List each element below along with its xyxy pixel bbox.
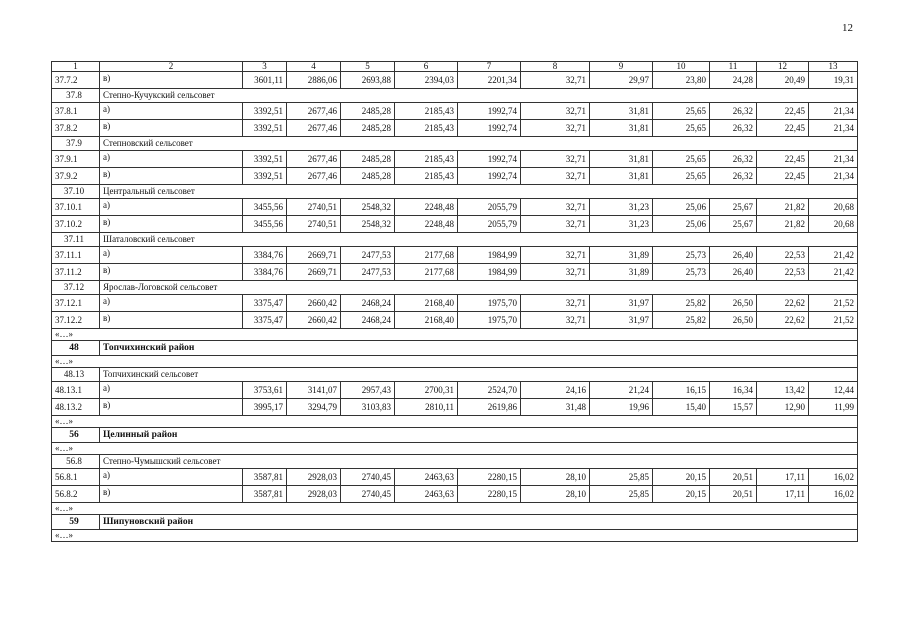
row-label: в) [100,216,243,233]
row-label: в) [100,486,243,503]
row-value: 3384,76 [243,247,287,264]
row-value: 31,81 [590,168,653,185]
row-value: 2660,42 [287,312,341,329]
row-value: 16,15 [653,382,710,399]
ellipsis-row [52,329,858,341]
row-value: 3392,51 [243,151,287,168]
table-row [52,312,858,329]
row-value: 2185,43 [395,103,458,120]
row-value: 17,11 [757,469,809,486]
row-value: 25,65 [653,120,710,137]
row-value: 31,48 [521,399,590,416]
column-header-6: 6 [395,62,458,72]
row-code: 37.12.1 [52,295,100,312]
row-value: 25,85 [590,486,653,503]
row-label: а) [100,151,243,168]
row-value: 1975,70 [458,295,521,312]
ellipsis-text: «…» [52,356,858,368]
row-value: 2248,48 [395,216,458,233]
table-row [52,103,858,120]
row-label: в) [100,312,243,329]
row-value: 1992,74 [458,103,521,120]
row-value: 2177,68 [395,264,458,281]
row-value: 3587,81 [243,469,287,486]
row-value: 2185,43 [395,120,458,137]
row-label: а) [100,382,243,399]
row-value: 21,34 [809,151,858,168]
row-value: 20,68 [809,216,858,233]
row-value: 2394,03 [395,72,458,89]
row-value: 21,52 [809,295,858,312]
row-value: 2485,28 [341,151,395,168]
row-value: 32,71 [521,72,590,89]
row-code: 48.13 [52,368,100,382]
row-value: 2740,45 [341,469,395,486]
row-value: 2485,28 [341,168,395,185]
table-row [52,382,858,399]
table-row [52,295,858,312]
row-value: 2524,70 [458,382,521,399]
row-value: 32,71 [521,247,590,264]
row-value: 2660,42 [287,295,341,312]
row-label: а) [100,295,243,312]
row-value: 25,82 [653,295,710,312]
row-value: 2468,24 [341,295,395,312]
column-header-3: 3 [243,62,287,72]
row-value: 25,06 [653,216,710,233]
row-code: 37.9.1 [52,151,100,168]
row-value: 2248,48 [395,199,458,216]
settlement-name: Шаталовский сельсовет [100,233,858,247]
row-value: 19,96 [590,399,653,416]
row-value: 16,34 [710,382,757,399]
ellipsis-row [52,443,858,455]
district-row [52,515,858,530]
row-code: 37.9.2 [52,168,100,185]
ellipsis-text: «…» [52,329,858,341]
row-value: 2280,15 [458,486,521,503]
settlement-row [52,185,858,199]
table-row [52,264,858,281]
row-code: 37.12.2 [52,312,100,329]
table-row [52,199,858,216]
row-value: 3103,83 [341,399,395,416]
row-value: 3384,76 [243,264,287,281]
row-code: 37.7.2 [52,72,100,89]
row-value: 11,99 [809,399,858,416]
row-value: 24,16 [521,382,590,399]
settlement-row [52,89,858,103]
row-value: 28,10 [521,486,590,503]
settlement-row [52,233,858,247]
row-value: 2548,32 [341,216,395,233]
row-value: 1984,99 [458,247,521,264]
settlement-row [52,281,858,295]
row-value: 31,97 [590,295,653,312]
table-row [52,399,858,416]
row-value: 1984,99 [458,264,521,281]
row-value: 12,44 [809,382,858,399]
row-label: а) [100,247,243,264]
row-value: 2055,79 [458,199,521,216]
row-value: 2055,79 [458,216,521,233]
row-label: в) [100,264,243,281]
row-label: в) [100,399,243,416]
row-value: 2619,86 [458,399,521,416]
row-code: 59 [52,515,100,530]
row-value: 2185,43 [395,168,458,185]
row-value: 21,42 [809,264,858,281]
row-value: 3375,47 [243,295,287,312]
column-header-13: 13 [809,62,858,72]
column-header-4: 4 [287,62,341,72]
row-value: 21,82 [757,199,809,216]
ellipsis-text: «…» [52,416,858,428]
settlement-name: Степновский сельсовет [100,137,858,151]
row-value: 31,89 [590,264,653,281]
row-value: 16,02 [809,486,858,503]
row-value: 25,73 [653,264,710,281]
row-label: в) [100,120,243,137]
column-header-8: 8 [521,62,590,72]
row-value: 2957,43 [341,382,395,399]
row-value: 1992,74 [458,168,521,185]
row-label: в) [100,72,243,89]
row-value: 2669,71 [287,247,341,264]
row-code: 56 [52,428,100,443]
row-value: 32,71 [521,168,590,185]
row-value: 2677,46 [287,168,341,185]
row-label: а) [100,469,243,486]
settlement-name: Степно-Чумышский сельсовет [100,455,858,469]
row-value: 3601,11 [243,72,287,89]
row-value: 21,24 [590,382,653,399]
settlement-name: Ярослав-Логовской сельсовет [100,281,858,295]
row-value: 32,71 [521,216,590,233]
ellipsis-row [52,356,858,368]
row-value: 21,42 [809,247,858,264]
row-value: 26,32 [710,103,757,120]
row-value: 16,02 [809,469,858,486]
row-value: 25,65 [653,168,710,185]
row-value: 25,06 [653,199,710,216]
row-value: 2477,53 [341,264,395,281]
row-value: 19,31 [809,72,858,89]
row-value: 24,28 [710,72,757,89]
row-value: 2168,40 [395,312,458,329]
row-value: 1992,74 [458,151,521,168]
row-value: 20,51 [710,486,757,503]
row-value: 2928,03 [287,486,341,503]
row-value: 2677,46 [287,151,341,168]
row-value: 21,34 [809,168,858,185]
row-value: 25,65 [653,151,710,168]
row-value: 20,15 [653,469,710,486]
row-value: 15,57 [710,399,757,416]
row-value: 26,32 [710,168,757,185]
table-row [52,216,858,233]
row-value: 2740,51 [287,199,341,216]
row-value: 20,68 [809,199,858,216]
row-value: 22,45 [757,103,809,120]
column-header-12: 12 [757,62,809,72]
row-code: 37.11 [52,233,100,247]
row-value: 25,82 [653,312,710,329]
row-code: 37.10.2 [52,216,100,233]
row-value: 21,52 [809,312,858,329]
row-value: 32,71 [521,120,590,137]
row-value: 31,97 [590,312,653,329]
row-code: 48 [52,341,100,356]
row-value: 23,80 [653,72,710,89]
row-code: 48.13.2 [52,399,100,416]
row-value: 31,23 [590,216,653,233]
row-value: 22,53 [757,264,809,281]
row-value: 26,50 [710,295,757,312]
row-value: 2677,46 [287,120,341,137]
row-value: 26,40 [710,247,757,264]
row-value: 32,71 [521,295,590,312]
row-code: 37.8.2 [52,120,100,137]
row-value: 3455,56 [243,216,287,233]
row-value: 22,62 [757,295,809,312]
row-value: 25,85 [590,469,653,486]
column-header-9: 9 [590,62,653,72]
row-value: 3995,17 [243,399,287,416]
ellipsis-row [52,416,858,428]
row-value: 2677,46 [287,103,341,120]
ellipsis-text: «…» [52,503,858,515]
row-label: а) [100,199,243,216]
row-value: 2669,71 [287,264,341,281]
row-value: 2928,03 [287,469,341,486]
row-value: 2740,51 [287,216,341,233]
row-code: 56.8.2 [52,486,100,503]
row-value: 3392,51 [243,168,287,185]
table-row [52,486,858,503]
table-row [52,151,858,168]
row-code: 37.8.1 [52,103,100,120]
district-name: Целинный район [100,428,858,443]
settlement-name: Центральный сельсовет [100,185,858,199]
table-row [52,469,858,486]
row-value: 2548,32 [341,199,395,216]
row-code: 37.10.1 [52,199,100,216]
row-value: 2485,28 [341,103,395,120]
row-value: 21,34 [809,103,858,120]
row-label: а) [100,103,243,120]
row-value: 17,11 [757,486,809,503]
district-row [52,341,858,356]
row-value: 32,71 [521,312,590,329]
row-code: 37.11.2 [52,264,100,281]
district-name: Топчихинский район [100,341,858,356]
table-row [52,168,858,185]
row-value: 26,32 [710,120,757,137]
row-value: 22,45 [757,151,809,168]
row-value: 31,81 [590,120,653,137]
table-row [52,247,858,264]
row-value: 15,40 [653,399,710,416]
row-value: 25,73 [653,247,710,264]
row-value: 13,42 [757,382,809,399]
row-value: 2463,63 [395,486,458,503]
row-code: 37.8 [52,89,100,103]
row-value: 2700,31 [395,382,458,399]
settlement-row [52,368,858,382]
settlement-name: Топчихинский сельсовет [100,368,858,382]
page-number: 12 [842,22,853,34]
column-header-11: 11 [710,62,757,72]
row-value: 25,67 [710,199,757,216]
row-value: 1992,74 [458,120,521,137]
column-header-2: 2 [100,62,243,72]
column-header-1: 1 [52,62,100,72]
row-value: 3753,61 [243,382,287,399]
row-value: 25,65 [653,103,710,120]
row-value: 3141,07 [287,382,341,399]
row-code: 37.12 [52,281,100,295]
row-code: 37.10 [52,185,100,199]
row-value: 21,34 [809,120,858,137]
row-value: 31,89 [590,247,653,264]
row-value: 2463,63 [395,469,458,486]
row-value: 2886,06 [287,72,341,89]
tariff-table [51,61,858,542]
row-value: 2740,45 [341,486,395,503]
row-value: 28,10 [521,469,590,486]
row-value: 3392,51 [243,120,287,137]
row-value: 32,71 [521,151,590,168]
district-name: Шипуновский район [100,515,858,530]
table-header-row [52,62,858,72]
table-body [52,72,858,542]
row-value: 32,71 [521,199,590,216]
table-row [52,120,858,137]
row-value: 2177,68 [395,247,458,264]
row-value: 22,45 [757,168,809,185]
row-value: 2185,43 [395,151,458,168]
row-value: 2485,28 [341,120,395,137]
column-header-5: 5 [341,62,395,72]
settlement-name: Степно-Кучукский сельсовет [100,89,858,103]
column-header-10: 10 [653,62,710,72]
row-value: 2477,53 [341,247,395,264]
ellipsis-row [52,503,858,515]
row-value: 2201,34 [458,72,521,89]
row-value: 32,71 [521,264,590,281]
row-code: 37.11.1 [52,247,100,264]
row-value: 29,97 [590,72,653,89]
district-row [52,428,858,443]
row-value: 31,81 [590,151,653,168]
settlement-row [52,455,858,469]
row-value: 31,81 [590,103,653,120]
row-value: 26,50 [710,312,757,329]
row-value: 20,15 [653,486,710,503]
row-value: 3587,81 [243,486,287,503]
column-header-7: 7 [458,62,521,72]
row-value: 3455,56 [243,199,287,216]
ellipsis-text: «…» [52,530,858,542]
row-code: 56.8 [52,455,100,469]
row-value: 1975,70 [458,312,521,329]
row-value: 22,53 [757,247,809,264]
settlement-row [52,137,858,151]
row-value: 20,51 [710,469,757,486]
row-value: 3294,79 [287,399,341,416]
row-value: 22,62 [757,312,809,329]
row-value: 25,67 [710,216,757,233]
row-code: 48.13.1 [52,382,100,399]
ellipsis-row [52,530,858,542]
row-value: 31,23 [590,199,653,216]
row-value: 20,49 [757,72,809,89]
row-value: 2468,24 [341,312,395,329]
row-value: 3392,51 [243,103,287,120]
row-value: 26,32 [710,151,757,168]
row-value: 12,90 [757,399,809,416]
row-value: 21,82 [757,216,809,233]
ellipsis-text: «…» [52,443,858,455]
row-code: 56.8.1 [52,469,100,486]
row-label: в) [100,168,243,185]
row-value: 32,71 [521,103,590,120]
table-row [52,72,858,89]
row-value: 26,40 [710,264,757,281]
row-value: 3375,47 [243,312,287,329]
row-code: 37.9 [52,137,100,151]
row-value: 22,45 [757,120,809,137]
row-value: 2810,11 [395,399,458,416]
row-value: 2280,15 [458,469,521,486]
row-value: 2693,88 [341,72,395,89]
row-value: 2168,40 [395,295,458,312]
